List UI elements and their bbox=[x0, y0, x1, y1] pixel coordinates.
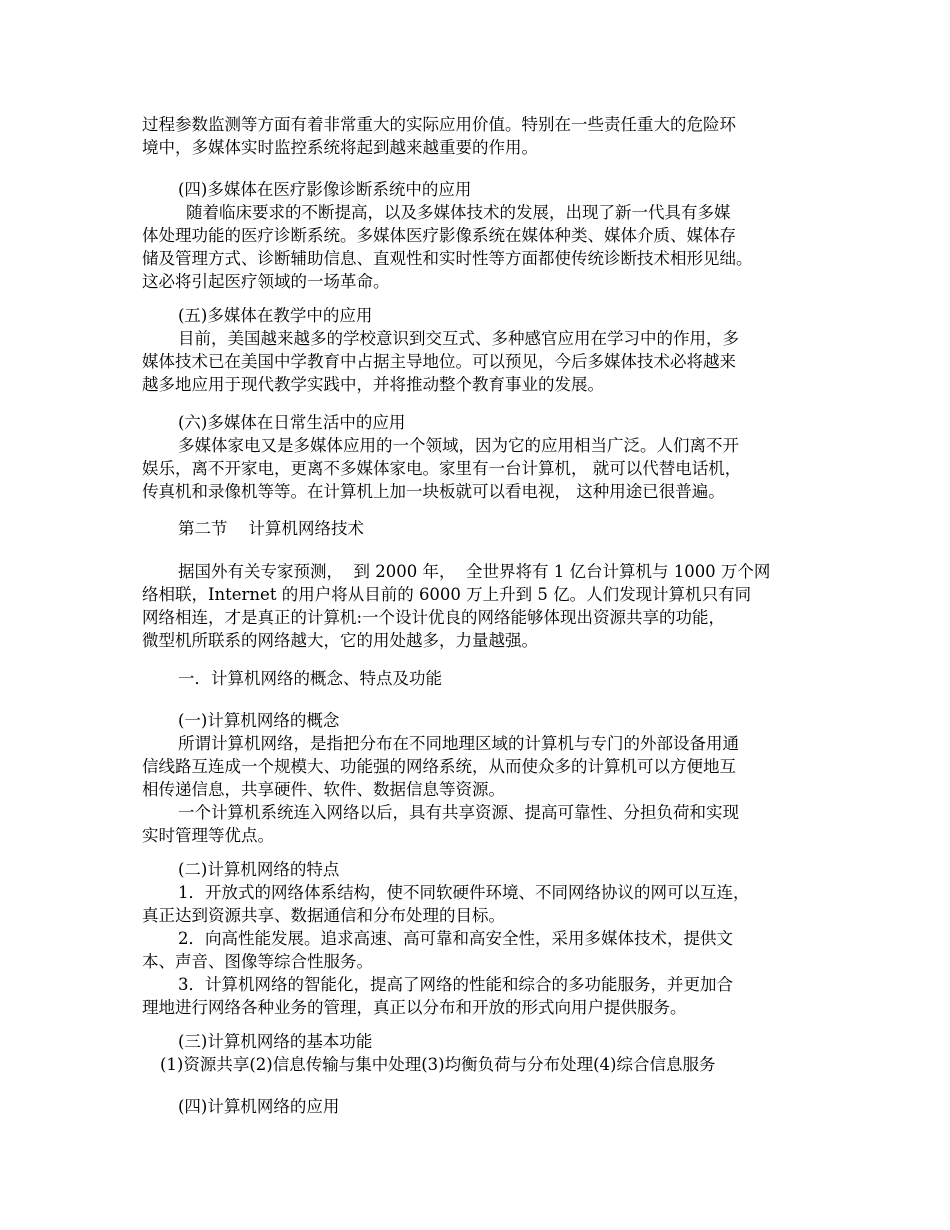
features-line: 3．计算机网络的智能化，提高了网络的性能和综合的多功能服务，并更加合 bbox=[178, 975, 733, 994]
features-line: 1．开放式的网络体系结构，使不同软硬件环境、不同网络协议的网可以互连， bbox=[178, 883, 750, 902]
concept-line: 所谓计算机网络，是指把分布在不同地理区域的计算机与专门的外部设备用通 bbox=[178, 734, 739, 753]
medical-line: 体处理功能的医疗诊断系统。多媒体医疗影像系统在媒体种类、媒体介质、媒体存 bbox=[142, 226, 736, 245]
concept-line: 一个计算机系统连入网络以后，具有共享资源、提高可靠性、分担负荷和实现 bbox=[178, 803, 739, 822]
teaching-line: 越多地应用于现代教学实践中，并将推动整个教育事业的发展。 bbox=[142, 375, 604, 394]
medical-heading: (四)多媒体在医疗影像诊断系统中的应用 bbox=[178, 180, 472, 199]
part-heading: 一．计算机网络的概念、特点及功能 bbox=[178, 669, 442, 688]
concept-line: 相传递信息，共享硬件、软件、数据信息等资源。 bbox=[142, 780, 505, 799]
intro-line: 过程参数监测等方面有着非常重大的实际应用价值。特别在一些责任重大的危险环 bbox=[142, 115, 736, 134]
concept-line: 实时管理等优点。 bbox=[142, 826, 274, 845]
intro-line: 境中，多媒体实时监控系统将起到越来越重要的作用。 bbox=[142, 138, 538, 157]
section-intro-line: 网络相连，才是真正的计算机:一个设计优良的网络能够体现出资源共享的功能， bbox=[142, 608, 726, 627]
concept-line: 信线路互连成一个规模大、功能强的网络系统，从而使众多的计算机可以方便地互 bbox=[142, 757, 736, 776]
section-intro-line: 微型机所联系的网络越大，它的用处越多，力量越强。 bbox=[142, 631, 538, 650]
daily-life-line: 多媒体家电又是多媒体应用的一个领域，因为它的应用相当广泛。人们离不开 bbox=[178, 436, 739, 455]
medical-line: 这必将引起医疗领域的一场革命。 bbox=[142, 272, 390, 291]
features-line: 2．向高性能发展。追求高速、高可靠和高安全性，采用多媒体技术，提供文 bbox=[178, 929, 733, 948]
section-intro-line: 络相联，Internet 的用户将从目前的 6000 万上升到 5 亿。人们发现计算机只有同 bbox=[142, 585, 752, 604]
functions-list: (1)资源共享(2)信息传输与集中处理(3)均衡负荷与分布处理(4)综合信息服务 bbox=[160, 1055, 716, 1074]
features-line: 理地进行网络各种业务的管理，真正以分布和开放的形式向用户提供服务。 bbox=[142, 998, 687, 1017]
section-title: 第二节 计算机网络技术 bbox=[178, 519, 364, 538]
teaching-line: 目前，美国越来越多的学校意识到交互式、多种感官应用在学习中的作用，多 bbox=[178, 329, 739, 348]
applications-heading: (四)计算机网络的应用 bbox=[178, 1097, 340, 1116]
functions-heading: (三)计算机网络的基本功能 bbox=[178, 1032, 373, 1051]
medical-line: 随着临床要求的不断提高，以及多媒体技术的发展，出现了新一代具有多媒 bbox=[186, 203, 731, 222]
features-line: 真正达到资源共享、数据通信和分布处理的目标。 bbox=[142, 906, 505, 925]
teaching-line: 媒体技术已在美国中学教育中占据主导地位。可以预见，今后多媒体技术必将越来 bbox=[142, 352, 736, 371]
medical-line: 储及管理方式、诊断辅助信息、直观性和实时性等方面都使传统诊断技术相形见绌。 bbox=[142, 249, 753, 268]
section-intro-line: 据国外有关专家预测， 到 2000 年， 全世界将有 1 亿台计算机与 1000 万个网 bbox=[178, 562, 771, 581]
concept-heading: (一)计算机网络的概念 bbox=[178, 711, 340, 730]
features-line: 本、声音、图像等综合性服务。 bbox=[142, 952, 373, 971]
daily-life-line: 传真机和录像机等等。在计算机上加一块板就可以看电视， 这种用途已很普遍。 bbox=[142, 482, 725, 501]
teaching-heading: (五)多媒体在教学中的应用 bbox=[178, 306, 373, 325]
daily-life-line: 娱乐，离不开家电，更离不多媒体家电。家里有一台计算机， 就可以代替电话机， bbox=[142, 459, 742, 478]
features-heading: (二)计算机网络的特点 bbox=[178, 860, 340, 879]
daily-life-heading: (六)多媒体在日常生活中的应用 bbox=[178, 413, 406, 432]
